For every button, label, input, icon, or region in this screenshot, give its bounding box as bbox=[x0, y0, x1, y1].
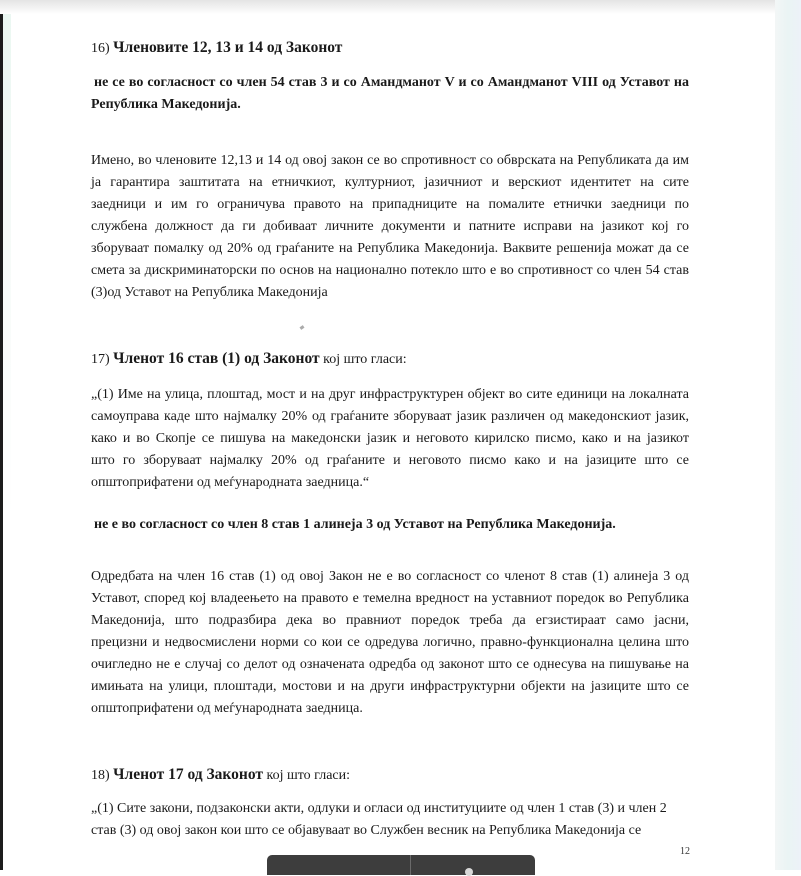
finding-line: не е во согласност со член 8 став 1 алинеја 3 од Уставот на Република Македонија. bbox=[94, 517, 616, 532]
body-line: прецизни и недвосмислени норми со кои се одредува логично, правно-функционална целина што bbox=[91, 635, 689, 650]
quote-line: „(1) Име на улица, плоштад, мост и на друг инфраструктурен објект во сите единици на локалната bbox=[91, 387, 689, 402]
body-line: Македонија, што подразбира дека во правниот поредок треба да егзистираат само јасни, bbox=[91, 613, 689, 628]
body-line: службена должност да ги добиваат личните документи и патните исправи на јазикот кој го bbox=[91, 219, 689, 234]
section-18-quote bbox=[91, 798, 689, 842]
quote-line: „(1) Сите закони, подзаконски акти, одлуки и огласи од институциите од член 1 став (3) и член 2 bbox=[91, 801, 667, 816]
body-line: Имено, во членовите 12,13 и 14 од овој закон се во спротивност со обврската на Републиката да им bbox=[91, 153, 689, 168]
section-16-body bbox=[91, 150, 689, 304]
toolbar-button-left[interactable] bbox=[267, 855, 411, 875]
quote-line: што го зборуваат најмалку 20% од граѓаните и неговото писмо како и на јазиците што се bbox=[91, 453, 689, 468]
finding-line: Република Македонија. bbox=[91, 97, 241, 112]
page-number: 12 bbox=[680, 846, 690, 857]
document-page bbox=[91, 0, 691, 870]
section-heading-bold: Членот 16 став (1) од Законот bbox=[113, 350, 320, 367]
body-line: смета за дискриминаторски по основ на национално потекло што е во спротивност со член 54 став bbox=[91, 263, 689, 278]
section-heading-bold: Членот 17 од Законот bbox=[113, 766, 263, 783]
body-line: зборуваат помалку од 20% од граѓаните на Република Македонија. Ваквите решенија можат да се bbox=[91, 241, 689, 256]
viewer-toolbar[interactable] bbox=[267, 855, 535, 875]
finding-line: не се во согласност со член 54 став 3 и со Амандманот V и со Амандманот VIII од Уставот на bbox=[94, 75, 689, 90]
section-heading-bold: Членовите 12, 13 и 14 од Законот bbox=[113, 39, 343, 56]
quote-line: општоприфатени од меѓународната заедница.“ bbox=[91, 475, 370, 490]
body-line: имињата на улици, плоштади, мостови и на други инфраструктурни објекти на јазиците што се bbox=[91, 679, 689, 694]
body-line: општоприфатени од меѓународната заедница. bbox=[91, 701, 363, 716]
quote-line: став (3) од овој закон кои што се објавуваат во Службен весник на Република Македонија се bbox=[91, 823, 642, 838]
quote-line: самоуправа каде што најмалку 20% од граѓаните зборуваат јазик различен од македонскиот јазик, bbox=[91, 409, 689, 424]
quote-line: како и во Скопје се пишува на македонски јазик и неговото кирилско писмо, како и на јазикот bbox=[91, 431, 689, 446]
body-line: заедници и им го ограничува правото на припадниците на помалите етнички заедници по bbox=[91, 197, 689, 212]
left-margin-tint bbox=[3, 0, 11, 870]
section-number: 17) bbox=[91, 352, 110, 367]
section-18-heading bbox=[91, 764, 350, 787]
section-heading-suffix: кој што гласи: bbox=[323, 352, 407, 367]
toolbar-icon bbox=[465, 868, 473, 876]
section-number: 18) bbox=[91, 768, 110, 783]
section-16-heading bbox=[91, 37, 342, 60]
section-16-finding bbox=[91, 72, 689, 116]
body-line: очигледно не е случај со делот од означената одредба од законот што се однесува на пишување на bbox=[91, 657, 689, 672]
toolbar-button-right[interactable] bbox=[411, 855, 535, 875]
body-line: ја гарантира заштитата на етничкиот, културниот, јазичниот и верскиот идентитет на сите bbox=[91, 175, 689, 190]
section-17-finding bbox=[91, 514, 689, 536]
section-17-quote bbox=[91, 384, 689, 494]
section-17-heading bbox=[91, 348, 407, 371]
section-heading-suffix: кој што гласи: bbox=[266, 768, 351, 783]
body-line: Уставот, според кој владеењето на правото е темелна вредност на уставниот поредок во Република bbox=[91, 591, 689, 606]
section-17-body bbox=[91, 566, 689, 720]
body-line: Одредбата на член 16 став (1) од овој Закон не е во согласност со членот 8 став (1) алинеја 3 од bbox=[91, 569, 689, 584]
body-line: (3)од Уставот на Република Македонија bbox=[91, 285, 328, 300]
right-scroll-area[interactable] bbox=[775, 0, 801, 870]
section-number: 16) bbox=[91, 41, 110, 56]
